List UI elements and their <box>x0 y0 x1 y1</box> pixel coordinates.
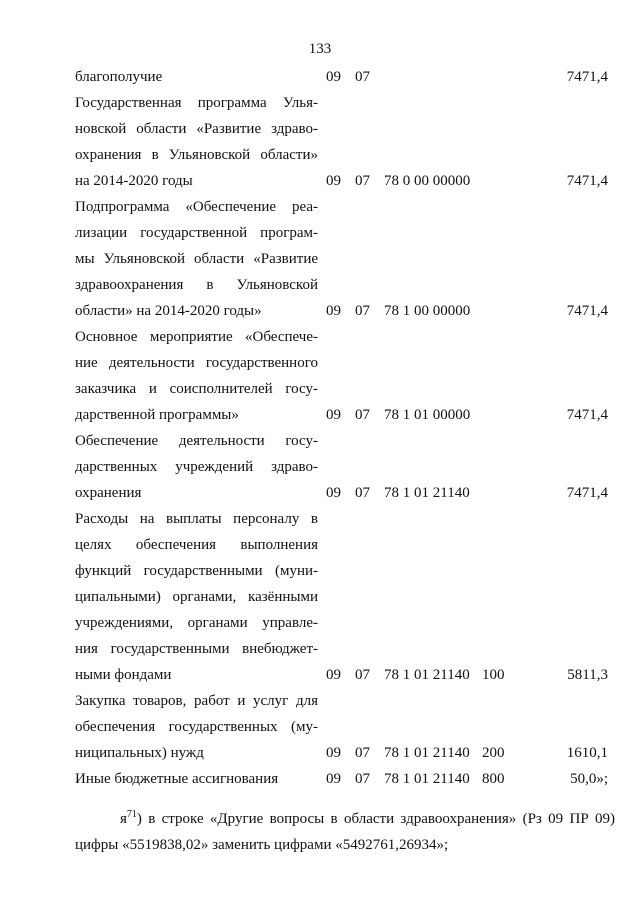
description-line: Основное мероприятие «Обеспече- <box>75 329 318 345</box>
amendment-paragraph <box>75 806 615 858</box>
description-line: охранения <box>75 485 142 501</box>
description-line: области» на 2014-2020 годы» <box>75 303 262 319</box>
description-line: благополучие <box>75 69 163 85</box>
amount-value: 50,0»; <box>570 771 608 787</box>
target-article-code: 78 1 01 21140 <box>384 745 470 761</box>
subsection-code: 07 <box>355 745 370 761</box>
section-code: 09 <box>326 407 341 423</box>
description-line: здравоохранения в Ульяновской <box>75 277 318 293</box>
description-line: Подпрограмма «Обеспечение реа- <box>75 199 318 215</box>
row-description <box>75 194 318 324</box>
description-line: дарственных учреждений здраво- <box>75 459 318 475</box>
table-row <box>0 64 640 90</box>
subsection-code: 07 <box>355 69 370 85</box>
table-row <box>0 194 640 324</box>
section-code: 09 <box>326 771 341 787</box>
target-article-code: 78 0 00 00000 <box>384 173 471 189</box>
section-code: 09 <box>326 173 341 189</box>
description-line: Государственная программа Улья- <box>75 95 318 111</box>
description-line: ние деятельности государственного <box>75 355 318 371</box>
table-row <box>0 324 640 428</box>
table-row <box>0 428 640 506</box>
description-line: учреждениями, органами управле- <box>75 615 318 631</box>
description-line: ниципальных) нужд <box>75 745 204 761</box>
expense-type-code: 800 <box>482 771 505 787</box>
subsection-code: 07 <box>355 407 370 423</box>
amount-value: 7471,4 <box>566 407 608 423</box>
subsection-code: 07 <box>355 667 370 683</box>
target-article-code: 78 1 01 21140 <box>384 667 470 683</box>
section-code: 09 <box>326 303 341 319</box>
target-article-code: 78 1 00 00000 <box>384 303 471 319</box>
description-line: заказчика и соисполнителей госу- <box>75 381 318 397</box>
row-description <box>75 506 318 688</box>
subsection-code: 07 <box>355 173 370 189</box>
amount-value: 5811,3 <box>567 667 608 683</box>
section-code: 09 <box>326 745 341 761</box>
description-line: мы Ульяновской области «Развитие <box>75 251 318 267</box>
target-article-code: 78 1 01 21140 <box>384 771 470 787</box>
target-article-code: 78 1 01 21140 <box>384 485 470 501</box>
amount-value: 7471,4 <box>566 303 608 319</box>
amendment-line-1-text: ) в строке «Другие вопросы в области здравоохранения» (Рз 09 ПР 09) <box>136 811 615 827</box>
amendment-superscript: 71 <box>126 809 137 820</box>
subsection-code: 07 <box>355 771 370 787</box>
description-line: Расходы на выплаты персоналу в <box>75 511 318 527</box>
description-line: охранения в Ульяновской области» <box>75 147 318 163</box>
description-line: ципальными) органами, казёнными <box>75 589 318 605</box>
table-row <box>0 766 640 792</box>
description-line: функций государственными (муни- <box>75 563 318 579</box>
row-description <box>75 64 318 90</box>
description-line: лизации государственной програм- <box>75 225 318 241</box>
row-description <box>75 324 318 428</box>
row-description <box>75 688 318 766</box>
expense-type-code: 100 <box>482 667 505 683</box>
row-description <box>75 766 318 792</box>
amendment-line-2: цифры «5519838,02» заменить цифрами «5492761,26934»; <box>75 837 449 853</box>
description-line: дарственной программы» <box>75 407 239 423</box>
subsection-code: 07 <box>355 485 370 501</box>
page-number: 133 <box>308 41 332 57</box>
section-code: 09 <box>326 667 341 683</box>
subsection-code: 07 <box>355 303 370 319</box>
table-row <box>0 506 640 688</box>
description-line: ния государственными внебюджет- <box>75 641 318 657</box>
description-line: Обеспечение деятельности госу- <box>75 433 318 449</box>
description-line: Иные бюджетные ассигнования <box>75 771 279 787</box>
amount-value: 7471,4 <box>566 69 608 85</box>
row-description <box>75 428 318 506</box>
expense-type-code: 200 <box>482 745 505 761</box>
amendment-letter: я <box>120 811 127 827</box>
amount-value: 7471,4 <box>566 173 608 189</box>
table-row <box>0 688 640 766</box>
description-line: Закупка товаров, работ и услуг для <box>75 693 318 709</box>
description-line: на 2014-2020 годы <box>75 173 193 189</box>
description-line: целях обеспечения выполнения <box>75 537 318 553</box>
description-line: ными фондами <box>75 667 172 683</box>
description-line: новской области «Развитие здраво- <box>75 121 318 137</box>
target-article-code: 78 1 01 00000 <box>384 407 471 423</box>
table-row <box>0 90 640 194</box>
section-code: 09 <box>326 69 341 85</box>
amount-value: 7471,4 <box>566 485 608 501</box>
section-code: 09 <box>326 485 341 501</box>
amount-value: 1610,1 <box>566 745 608 761</box>
amendment-line-1 <box>75 806 615 832</box>
description-line: обеспечения государственных (му- <box>75 719 318 735</box>
row-description <box>75 90 318 194</box>
